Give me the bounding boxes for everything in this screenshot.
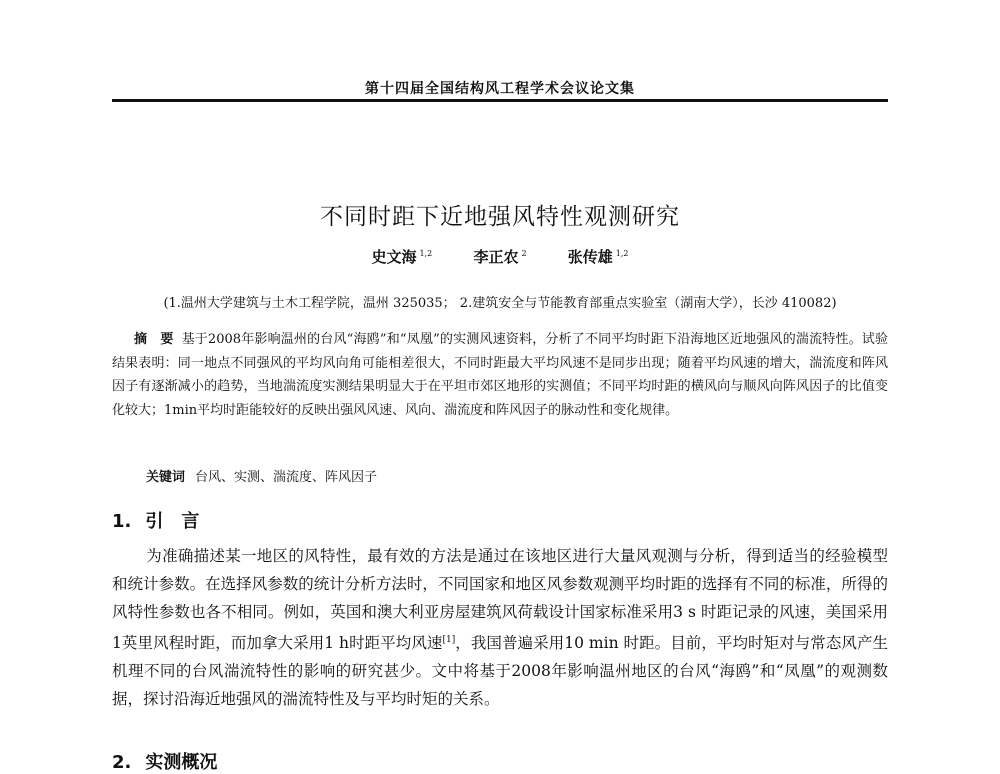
section-number: 1. bbox=[112, 511, 132, 532]
author-affil-mark: 1,2 bbox=[615, 249, 629, 258]
abstract-text: 基于2008年影响温州的台风“海鸥”和“凤凰”的实测风速资料，分析了不同平均时距下沿海地区近地强风的湍流特性。试验结果表明：同一地点不同强风的平均风向角可能相差很大，不同时距最大平均风速不是同步出现；随着平均风速的增大，湍流度和阵风因子有逐渐减小的趋势，当地湍流度实测结果明显大于在平坦市郊区地形的实测值；不同平均时距的横风向与顺风向阵风因子的比值变化较大；1min平均时距能较好的反映出强风风速、风向、湍流度和阵风因子的脉动性和变化规律。 bbox=[112, 332, 888, 418]
section-number: 2. bbox=[112, 752, 132, 773]
author-list bbox=[112, 246, 888, 267]
citation[interactable]: [1] bbox=[442, 635, 456, 645]
affiliations: (1.温州大学建筑与土木工程学院，温州 325035； 2.建筑安全与节能教育部重点实验室（湖南大学），长沙 410082) bbox=[163, 296, 837, 311]
section-title: 引 言 bbox=[145, 511, 200, 532]
author bbox=[371, 246, 432, 267]
abstract bbox=[112, 328, 888, 422]
keywords bbox=[112, 466, 888, 485]
body-text-part-b: ，我国普遍采用10 min 时距。目前，平均时矩对与常态风产生机理不同的台风湍流特性的影响的研究甚少。文中将基于2008年影响温州地区的台风“海鸥”和“凤凰”的观测数据，探讨沿海近地强风的湍流特性及与平均时矩的关系。 bbox=[112, 634, 889, 709]
section-heading-next bbox=[112, 748, 888, 774]
abstract-label: 摘 要 bbox=[134, 332, 174, 347]
keywords-text: 台风、实测、湍流度、阵风因子 bbox=[195, 470, 378, 485]
section-heading bbox=[112, 507, 888, 533]
body-text-part-a: 为准确描述某一地区的风特性，最有效的方法是通过在该地区进行大量风观测与分析，得到适当的经验模型和统计参数。在选择风参数的统计分析方法时，不同国家和地区风参数观测平均时距的选择有不同的标准，所得的风特性参数也各不相同。例如，英国和澳大利亚房屋建筑风荷载设计国家标准采用3 s 时距记录的风速，美国采用1英里风程时距，而加拿大采用1 h时距平均风速 bbox=[112, 547, 888, 653]
section-body bbox=[112, 542, 888, 713]
header-rule bbox=[112, 99, 888, 102]
author bbox=[568, 246, 629, 267]
author-name: 李正农 bbox=[473, 248, 519, 266]
author-name: 张传雄 bbox=[567, 248, 613, 266]
paper-title: 不同时距下近地强风特性观测研究 bbox=[320, 204, 680, 230]
author-name: 史文海 bbox=[371, 248, 417, 266]
section-title: 实测概况 bbox=[145, 752, 218, 773]
author-affil-mark: 2 bbox=[521, 249, 527, 258]
running-header: 第十四届全国结构风工程学术会议论文集 bbox=[365, 81, 635, 97]
keywords-label: 关键词 bbox=[146, 470, 186, 485]
author bbox=[473, 246, 526, 267]
author-affil-mark: 1,2 bbox=[419, 249, 433, 258]
